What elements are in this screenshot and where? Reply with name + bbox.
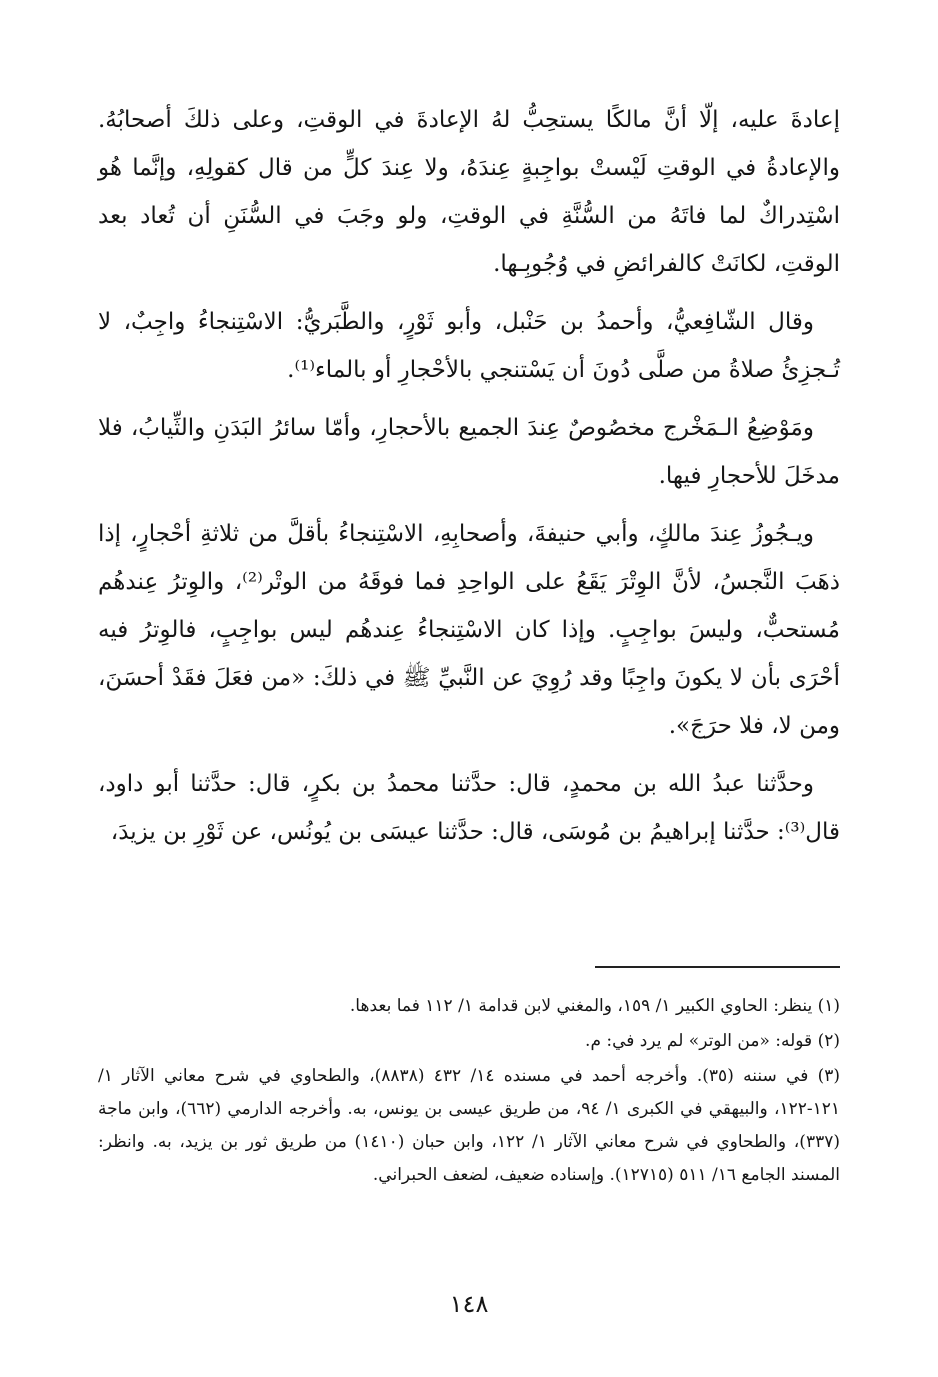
main-text bbox=[98, 96, 840, 866]
footnote-2: (٢) قوله: «من الوتر» لم يرد في: م. bbox=[585, 1031, 840, 1051]
paragraph-4: ويـجُوزُ عِندَ مالكٍ، وأبي حنيفةَ، وأصحابِهِ، الاسْتِنجاءُ بأقلَّ من ثلاثةِ أحْجارٍ، إذا ذهَبَ النَّجسُ، لأنَّ الوِتْرَ يَقَعُ على الواحِدِ فما فوقَهُ من الوتْر⁽²⁾، والوِترُ عِندهُم مُستحبٌّ، وليسَ بواجِبٍ. وإذا كان الاسْتِنجاءُ عِندهُم ليس بواجِبٍ، فالوِترُ فيه أحْرَى بأن لا يكونَ واجِبًا وقد رُوِيَ عن النَّبيِّ ﷺ في ذلكَ: «من فعَلَ فقَدْ أحسَنَ، ومن لا، فلا حرَجَ». bbox=[98, 521, 840, 739]
paragraph-2: وقال الشّافِعيُّ، وأحمدُ بن حَنْبل، وأبو ثَوْرٍ، والطَّبَريُّ: الاسْتِنجاءُ واجِبٌ، لا تُـجزِئُ صلاةُ من صلَّى دُونَ أن يَسْتنجي بالأحْجارِ أو بالماء⁽¹⁾. bbox=[98, 309, 840, 383]
paragraph-5: وحدَّثنا عبدُ الله بن محمدٍ، قال: حدَّثنا محمدُ بن بكرٍ، قال: حدَّثنا أبو داود، قال⁽³⁾: حدَّثنا إبراهيمُ بن مُوسَى، قال: حدَّثنا عيسَى بن يُونُس، عن ثَوْرِ بن يزيدَ، bbox=[98, 771, 840, 845]
page-number: ١٤٨ bbox=[449, 1290, 489, 1318]
footnote-1: (١) ينظر: الحاوي الكبير ١/ ١٥٩، والمغني لابن قدامة ١/ ١١٢ فما بعدها. bbox=[349, 996, 840, 1016]
paragraph-3: ومَوْضِعُ الـمَخْرج مخصُوصٌ عِندَ الجميع بالأحجارِ، وأمّا سائرُ البَدَنِ والثِّيابُ، فلا مدخَلَ للأحجارِ فيها. bbox=[98, 415, 840, 489]
paragraph-1: إعادةَ عليه، إلّا أنَّ مالكًا يستحِبُّ لهُ الإعادةَ في الوقتِ، وعلى ذلكَ أصحابُهُ. والإعادةُ في الوقتِ لَيْستْ بواجِبةٍ عِندَهُ، ولا عِندَ كلٍّ من قال كقولِهِ، وإنَّما هُو اسْتِدراكٌ لما فاتَهُ من السُّنَّةِ في الوقتِ، ولو وجَبَ في السُّنَنِ أن تُعاد بعد الوقتِ، لكانَتْ كالفرائضِ في وُجُوبِـها. bbox=[98, 107, 840, 277]
footnote-divider bbox=[595, 966, 840, 968]
footnote-3: (٣) في سننه (٣٥). وأخرجه أحمد في مسنده ١٤/ ٤٣٢ (٨٨٣٨)، والطحاوي في شرح معاني الآثار ١/ ١٢١-١٢٢، والبيهقي في الكبرى ١/ ٩٤، من طريق عيسى بن يونس، به. وأخرجه الدارمي (٦٦٢)، وابن ماجة (٣٣٧)، والطحاوي في شرح معاني الآثار ١/ ١٢٢، وابن حبان (١٤١٠) من طريق ثور بن يزيد، به. وانظر: المسند الجامع ١٦/ ٥١١ (١٢٧١٥). وإسناده ضعيف، لضعف الحبراني. bbox=[98, 1066, 841, 1185]
footnotes bbox=[98, 990, 840, 1194]
